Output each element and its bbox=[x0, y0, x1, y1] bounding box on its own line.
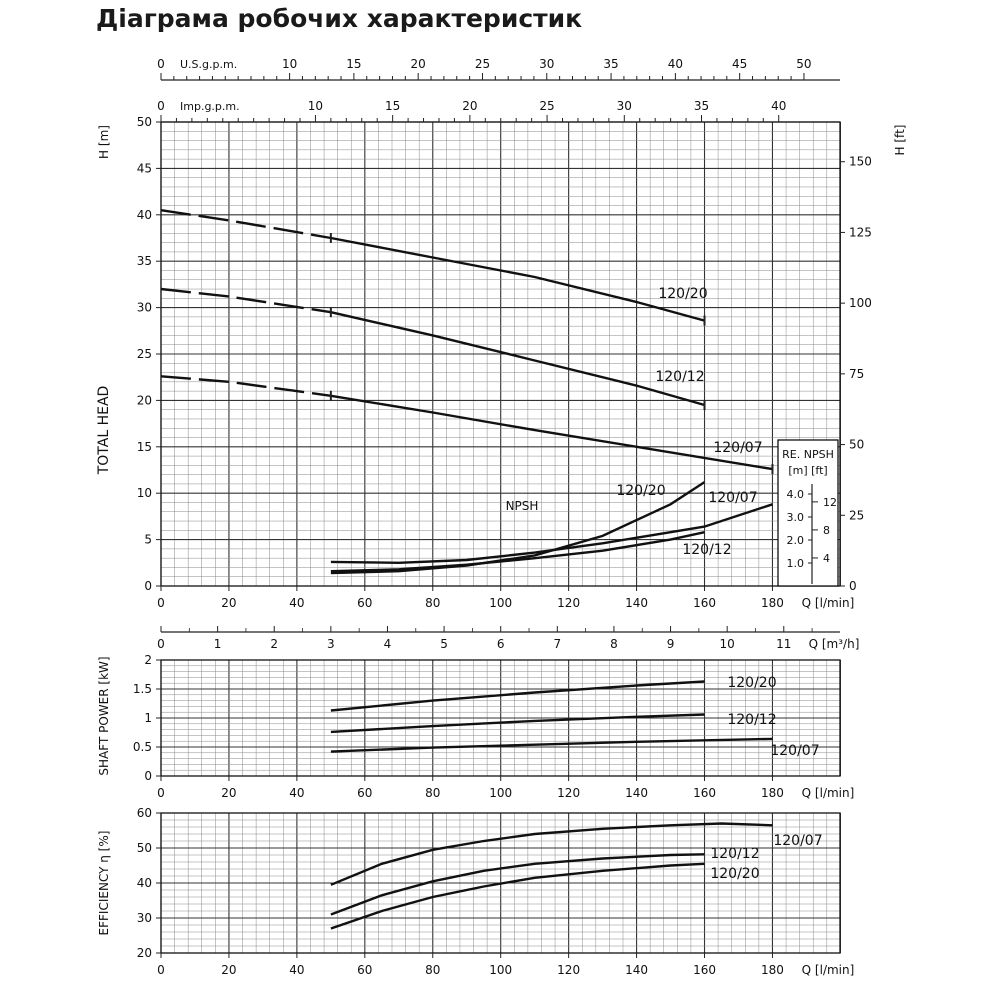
top-axis-tick-label: 10 bbox=[281, 57, 298, 71]
x-axis-unit: Q [l/min] bbox=[801, 786, 855, 800]
x-tick-label: 100 bbox=[489, 786, 513, 800]
top-axis-tick-label: 20 bbox=[462, 99, 478, 113]
x-tick-label: 0 bbox=[157, 596, 165, 610]
y-tick-label: 60 bbox=[136, 806, 152, 820]
top-axis-tick-label: 40 bbox=[667, 57, 684, 71]
x-tick-label: 80 bbox=[425, 786, 441, 800]
top-axis-tick-label: 45 bbox=[732, 57, 748, 71]
npsh-scale-title: RE. NPSH bbox=[782, 448, 834, 461]
x-tick-label: 60 bbox=[357, 786, 373, 800]
top-axis-tick-label: 50 bbox=[796, 57, 812, 71]
x-tick-label: 20 bbox=[221, 786, 237, 800]
m3h-tick-label: 6 bbox=[496, 637, 505, 651]
y-tick-label: 1.5 bbox=[132, 682, 152, 696]
m3h-axis-title: Q [m³/h] bbox=[808, 637, 860, 651]
x-tick-label: 120 bbox=[557, 596, 581, 610]
y-tick-label: 30 bbox=[136, 911, 152, 925]
x-tick-label: 0 bbox=[157, 786, 165, 800]
head-curve-120-07 bbox=[331, 396, 773, 469]
label-head-120-12: 120/12 bbox=[655, 369, 705, 385]
ft-tick-label: 25 bbox=[849, 508, 865, 523]
ft-tick-label: 75 bbox=[849, 366, 865, 381]
power-curve-120-07 bbox=[331, 739, 773, 752]
label-npsh-120-07: 120/07 bbox=[708, 490, 758, 506]
label-power-120-20: 120/20 bbox=[727, 675, 777, 691]
top-axis-tick-label: 35 bbox=[693, 99, 710, 113]
top-axis-tick-label: 15 bbox=[346, 57, 362, 71]
head-curve-120-12-dashed bbox=[161, 289, 331, 312]
page-title: Діаграма робочих характеристик bbox=[96, 4, 583, 33]
top-axis-title: Imp.g.p.m. bbox=[180, 100, 240, 113]
label-head-120-07: 120/07 bbox=[713, 440, 763, 456]
npsh-ft-tick-label: 12 bbox=[823, 495, 837, 509]
y-tick-label: 50 bbox=[136, 115, 152, 129]
x-tick-label: 20 bbox=[221, 596, 237, 610]
label-eff-120-20: 120/20 bbox=[710, 866, 760, 882]
m3h-tick-label: 2 bbox=[270, 637, 279, 651]
x-tick-label: 120 bbox=[557, 786, 581, 800]
y-tick-label: 0.5 bbox=[132, 740, 152, 754]
y-tick-label: 20 bbox=[136, 393, 152, 408]
x-tick-label: 140 bbox=[625, 963, 649, 977]
top-axis-title: U.S.g.p.m. bbox=[180, 58, 238, 71]
x-tick-label: 180 bbox=[761, 596, 784, 610]
m3h-tick-label: 4 bbox=[383, 637, 392, 651]
x-axis-unit: Q [l/min] bbox=[801, 596, 855, 610]
x-tick-label: 180 bbox=[761, 963, 784, 977]
x-axis-unit: Q [l/min] bbox=[801, 963, 855, 977]
x-tick-label: 140 bbox=[625, 786, 649, 800]
m3h-tick-label: 7 bbox=[553, 637, 562, 651]
ft-tick-label: 50 bbox=[849, 437, 865, 452]
y-tick-label: 50 bbox=[136, 841, 152, 855]
top-axis-tick-label: 15 bbox=[385, 99, 401, 113]
npsh-m-tick-label: 1.0 bbox=[786, 557, 804, 570]
top-axis-tick-label: 30 bbox=[539, 57, 555, 71]
y-tick-label: 0 bbox=[144, 769, 152, 783]
m3h-tick-label: 11 bbox=[776, 637, 792, 651]
label-head-120-20: 120/20 bbox=[658, 286, 708, 302]
label-npsh-120-20: 120/20 bbox=[616, 483, 666, 499]
x-tick-label: 120 bbox=[557, 963, 581, 977]
npsh-scale-units: [m] [ft] bbox=[788, 464, 828, 477]
x-tick-label: 60 bbox=[357, 963, 373, 977]
x-tick-label: 40 bbox=[289, 786, 305, 800]
m3h-tick-label: 0 bbox=[157, 637, 165, 651]
y-tick-label: 45 bbox=[136, 161, 152, 176]
x-tick-label: 100 bbox=[489, 963, 513, 977]
x-tick-label: 160 bbox=[693, 963, 716, 977]
y-tick-label: 5 bbox=[144, 532, 152, 547]
x-tick-label: 40 bbox=[289, 596, 305, 610]
top-axis-tick-label: 25 bbox=[474, 57, 491, 71]
x-tick-label: 140 bbox=[625, 596, 649, 610]
top-axis-tick-label: 40 bbox=[771, 99, 787, 113]
y-axis-unit: H [m] bbox=[97, 125, 111, 159]
label-npsh-120-12: 120/12 bbox=[682, 542, 732, 558]
npsh-m-tick-label: 3.0 bbox=[786, 511, 804, 524]
npsh-curve-120-12 bbox=[331, 532, 705, 571]
x-tick-label: 160 bbox=[693, 786, 716, 800]
top-axis-tick-label: 0 bbox=[157, 57, 165, 71]
head-curve-120-07-dashed bbox=[161, 376, 331, 396]
label-eff-120-07: 120/07 bbox=[773, 833, 823, 849]
y-tick-label: 0 bbox=[144, 579, 152, 593]
npsh-ft-tick-label: 8 bbox=[823, 523, 830, 537]
ft-tick-label: 125 bbox=[849, 225, 872, 240]
ft-tick-label: 0 bbox=[849, 579, 857, 593]
y-tick-label: 15 bbox=[136, 439, 152, 454]
y-tick-label: 10 bbox=[136, 486, 152, 501]
x-tick-label: 80 bbox=[425, 596, 441, 610]
y-axis-title: SHAFT POWER [kW] bbox=[97, 656, 111, 776]
y-axis-title: EFFICIENCY η [%] bbox=[97, 830, 111, 936]
x-tick-label: 180 bbox=[761, 786, 784, 800]
top-axis-tick-label: 35 bbox=[603, 57, 619, 71]
npsh-label: NPSH bbox=[505, 499, 539, 513]
label-power-120-12: 120/12 bbox=[727, 712, 777, 728]
ft-tick-label: 100 bbox=[849, 296, 872, 311]
x-tick-label: 80 bbox=[425, 963, 441, 977]
x-tick-label: 40 bbox=[289, 963, 305, 977]
y-axis-title: TOTAL HEAD bbox=[96, 385, 112, 475]
label-eff-120-12: 120/12 bbox=[710, 846, 760, 862]
power-curve-120-12 bbox=[331, 715, 705, 732]
y-tick-label: 30 bbox=[136, 300, 152, 315]
x-tick-label: 0 bbox=[157, 963, 165, 977]
m3h-tick-label: 5 bbox=[440, 637, 448, 651]
x-tick-label: 60 bbox=[357, 596, 373, 610]
y-tick-label: 1 bbox=[144, 711, 152, 725]
top-axis-tick-label: 20 bbox=[410, 57, 426, 71]
npsh-m-tick-label: 2.0 bbox=[786, 534, 804, 547]
m3h-tick-label: 10 bbox=[719, 637, 735, 651]
m3h-tick-label: 9 bbox=[666, 637, 675, 651]
y-tick-label: 25 bbox=[136, 347, 152, 361]
x-tick-label: 100 bbox=[489, 596, 513, 610]
m3h-tick-label: 8 bbox=[610, 637, 618, 651]
top-axis-tick-label: 25 bbox=[539, 99, 555, 113]
right-axis-unit: H [ft] bbox=[893, 124, 907, 156]
y-tick-label: 35 bbox=[136, 254, 152, 269]
eff-curve-120-20 bbox=[331, 864, 705, 929]
top-axis-tick-label: 10 bbox=[307, 99, 324, 113]
ft-tick-label: 150 bbox=[849, 154, 872, 169]
m3h-tick-label: 3 bbox=[327, 637, 335, 651]
npsh-ft-tick-label: 4 bbox=[823, 551, 830, 565]
y-tick-label: 20 bbox=[136, 946, 152, 960]
head-curve-120-20 bbox=[331, 238, 708, 321]
npsh-m-tick-label: 4.0 bbox=[786, 488, 804, 501]
y-tick-label: 40 bbox=[136, 876, 152, 890]
y-tick-label: 40 bbox=[136, 207, 152, 222]
x-tick-label: 20 bbox=[221, 963, 237, 977]
y-tick-label: 2 bbox=[144, 653, 152, 667]
top-axis-tick-label: 30 bbox=[616, 99, 632, 113]
top-axis-tick-label: 0 bbox=[157, 99, 165, 113]
x-tick-label: 160 bbox=[693, 596, 716, 610]
label-power-120-07: 120/07 bbox=[770, 743, 820, 759]
m3h-tick-label: 1 bbox=[213, 637, 222, 651]
